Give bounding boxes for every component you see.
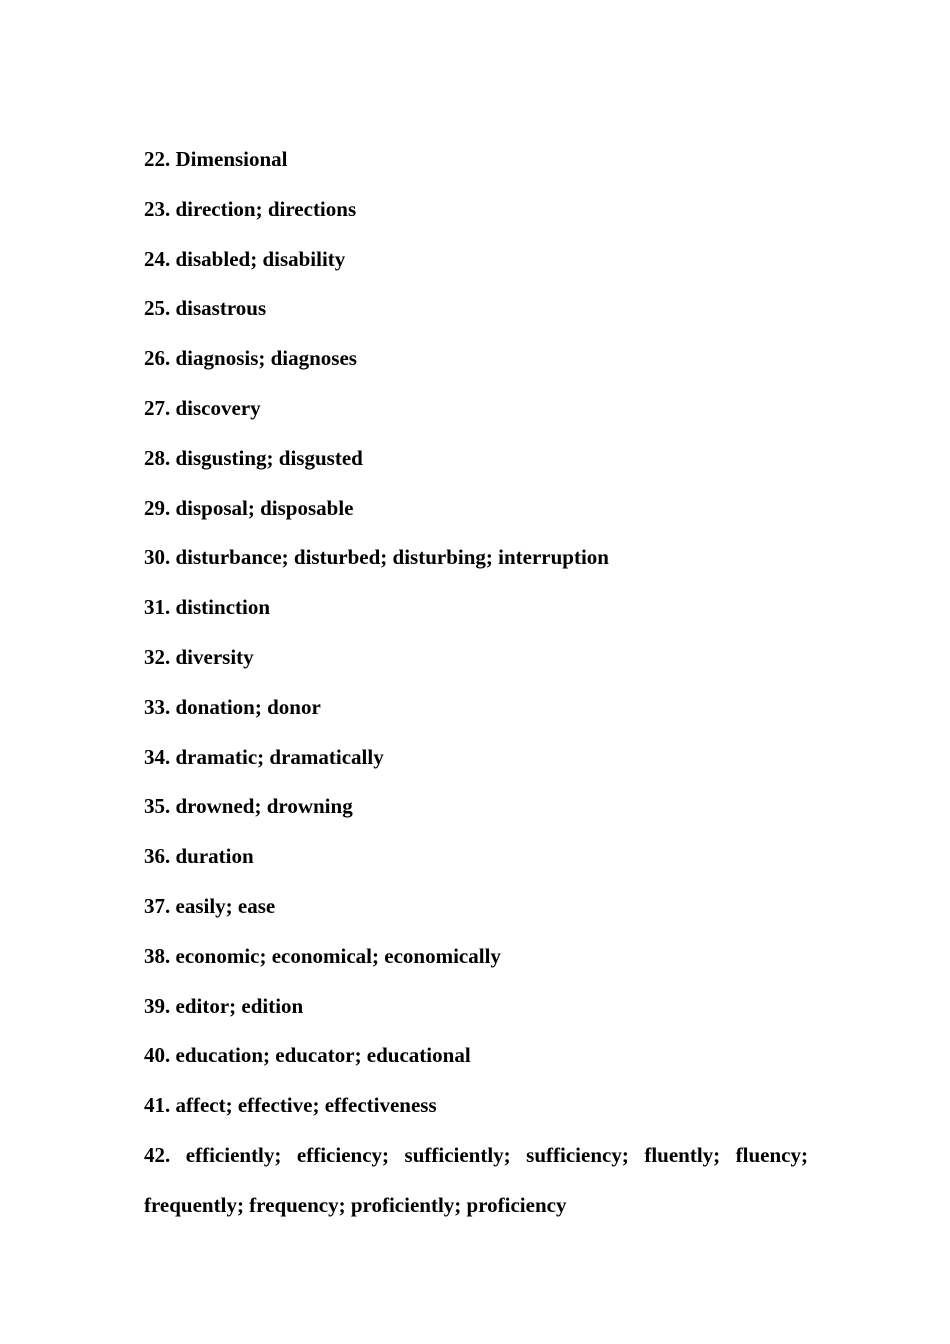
- list-item: [144, 434, 808, 484]
- list-item: [144, 284, 808, 334]
- list-item: [144, 384, 808, 434]
- list-item: [144, 782, 808, 832]
- item-text-line-2: frequently; frequency; proficiently; proficiency: [144, 1192, 567, 1217]
- item-text: diversity: [175, 644, 254, 669]
- item-text: disastrous: [175, 296, 267, 321]
- item-number: 30.: [144, 545, 171, 570]
- list-item-multiline: [144, 1131, 808, 1181]
- item-number: 42.: [144, 1142, 171, 1167]
- item-text: education; educator; educational: [175, 1043, 471, 1068]
- item-number: 24.: [144, 246, 171, 271]
- list-item-continuation: [144, 1181, 808, 1231]
- item-text: Dimensional: [175, 147, 288, 171]
- item-number: 39.: [144, 993, 171, 1018]
- item-number: 41.: [144, 1093, 171, 1118]
- list-item: [144, 683, 808, 733]
- item-text: discovery: [175, 395, 261, 420]
- item-number: 28.: [144, 445, 171, 470]
- list-item: [144, 235, 808, 285]
- item-text: drowned; drowning: [175, 794, 353, 819]
- item-text: duration: [175, 844, 254, 869]
- list-item: [144, 1081, 808, 1131]
- item-number: 23.: [144, 196, 171, 221]
- item-number: 22.: [144, 147, 171, 171]
- list-item: [144, 583, 808, 633]
- item-number: 38.: [144, 943, 171, 968]
- item-text: distinction: [175, 595, 271, 620]
- item-number: 40.: [144, 1043, 171, 1068]
- item-number: 32.: [144, 644, 171, 669]
- item-number: 35.: [144, 794, 171, 819]
- list-item: [144, 334, 808, 384]
- list-item: [144, 185, 808, 235]
- list-item: [144, 533, 808, 583]
- item-text: affect; effective; effectiveness: [175, 1093, 437, 1118]
- item-text: economic; economical; economically: [175, 943, 501, 968]
- item-text: donation; donor: [175, 694, 321, 719]
- list-item: [144, 733, 808, 783]
- item-text: disgusting; disgusted: [175, 445, 363, 470]
- item-number: 25.: [144, 296, 171, 321]
- item-text: disturbance; disturbed; disturbing; interruption: [175, 545, 609, 570]
- item-text: disposal; disposable: [175, 495, 354, 520]
- item-number: 36.: [144, 844, 171, 869]
- item-text: easily; ease: [175, 893, 276, 918]
- item-text: editor; edition: [175, 993, 304, 1018]
- item-number: 37.: [144, 893, 171, 918]
- list-item: [144, 832, 808, 882]
- list-item: [144, 135, 808, 185]
- list-item: [144, 982, 808, 1032]
- item-text-line-1: efficiently; efficiency; sufficiently; sufficiency; fluently; fluency;: [185, 1142, 808, 1167]
- item-number: 31.: [144, 595, 171, 620]
- answer-list: [144, 135, 808, 1231]
- item-number: 26.: [144, 346, 171, 371]
- item-number: 27.: [144, 395, 171, 420]
- list-item: [144, 633, 808, 683]
- item-number: 34.: [144, 744, 171, 769]
- item-text: direction; directions: [175, 196, 357, 221]
- list-item: [144, 882, 808, 932]
- list-item: [144, 932, 808, 982]
- list-item: [144, 484, 808, 534]
- item-number: 29.: [144, 495, 171, 520]
- item-text: disabled; disability: [175, 246, 346, 271]
- list-item: [144, 1031, 808, 1081]
- item-number: 33.: [144, 694, 171, 719]
- item-text: diagnosis; diagnoses: [175, 346, 357, 371]
- item-text: dramatic; dramatically: [175, 744, 384, 769]
